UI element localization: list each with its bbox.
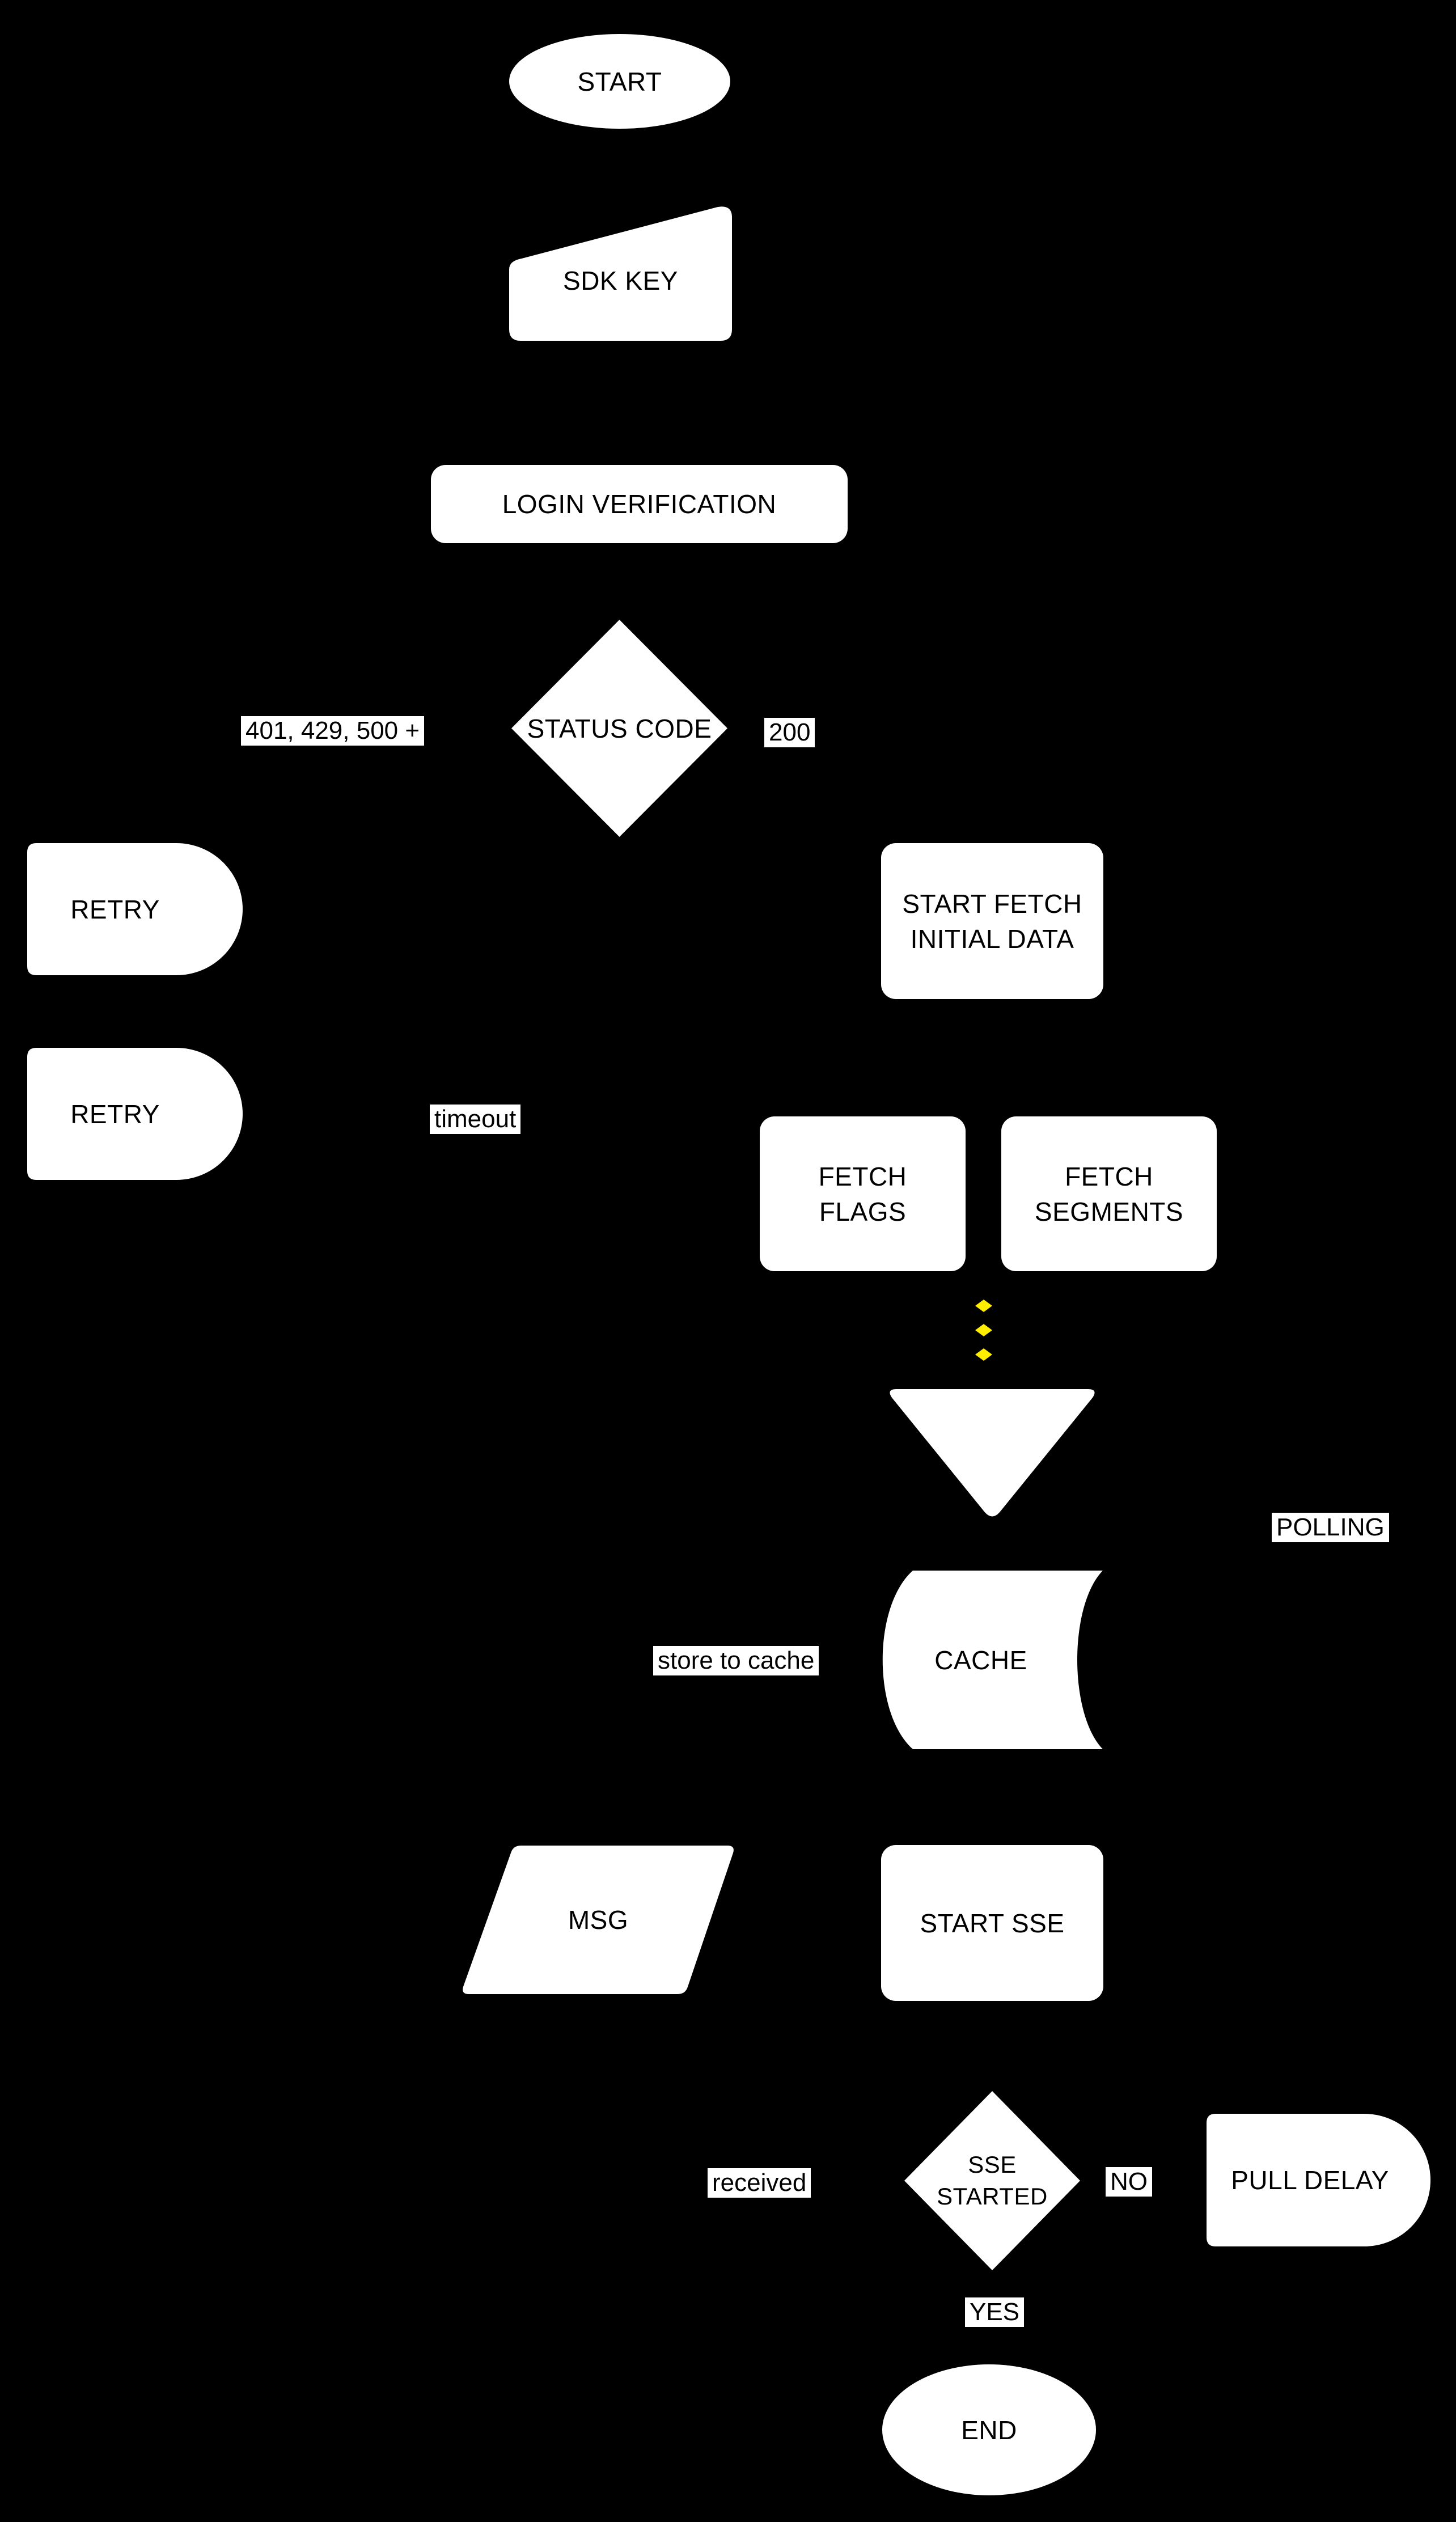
node-start-fetch-line1: START FETCH [902,888,1082,919]
edge-label-status-error: 401, 429, 500 + [241,716,424,746]
node-msg-label: MSG [568,1905,629,1935]
edge-label-polling: POLLING [1272,1513,1389,1542]
node-sse-started-line2: STARTED [937,2183,1048,2210]
node-start-fetch-initial-data [881,843,1103,999]
node-status-code [511,620,727,837]
node-merge [887,1389,1097,1518]
node-retry-2 [27,1048,243,1180]
node-retry-1 [27,843,243,975]
node-start-sse [881,1845,1103,2001]
node-status-code-label: STATUS CODE [527,713,712,743]
edge-label-no: NO [1106,2167,1152,2197]
node-sse-started [904,2091,1080,2270]
node-msg [462,1846,734,1994]
node-retry-1-label: RETRY [70,894,160,924]
edge-label-timeout: timeout [430,1105,520,1134]
node-fetch-flags-line1: FETCH [818,1161,907,1191]
node-start-sse-label: START SSE [920,1908,1065,1938]
node-fetch-flags [760,1116,966,1271]
node-retry-2-label: RETRY [70,1099,160,1129]
edge-label-status-ok: 200 [764,718,815,747]
node-sdk-key [509,206,732,341]
node-fetch-segments-line2: SEGMENTS [1034,1196,1184,1226]
flow-marker-icon [975,1300,992,1315]
merge-triangle-shape [887,1389,1097,1518]
node-fetch-segments [1001,1116,1217,1271]
node-login-verification-label: LOGIN VERIFICATION [502,489,777,519]
node-login-verification [431,465,848,543]
node-start-label: START [577,66,662,96]
node-start [509,34,730,129]
flow-marker-icon [975,1348,992,1364]
node-pull-delay-label: PULL DELAY [1231,2165,1389,2195]
node-sse-started-line1: SSE [968,2151,1017,2178]
node-start-fetch-line2: INITIAL DATA [910,924,1074,954]
node-cache [882,1571,1103,1749]
edge-label-received: received [708,2168,811,2198]
flow-marker-icon [975,1324,992,1339]
node-sdk-key-label: SDK KEY [563,266,678,295]
node-end [882,2364,1096,2495]
node-cache-label: CACHE [934,1645,1027,1675]
edge-label-store-to-cache: store to cache [653,1646,819,1675]
node-fetch-segments-line1: FETCH [1065,1161,1153,1191]
node-end-label: END [961,2415,1017,2445]
node-fetch-flags-line2: FLAGS [819,1196,907,1226]
edge-label-yes: YES [965,2297,1024,2327]
node-pull-delay [1207,2114,1430,2246]
